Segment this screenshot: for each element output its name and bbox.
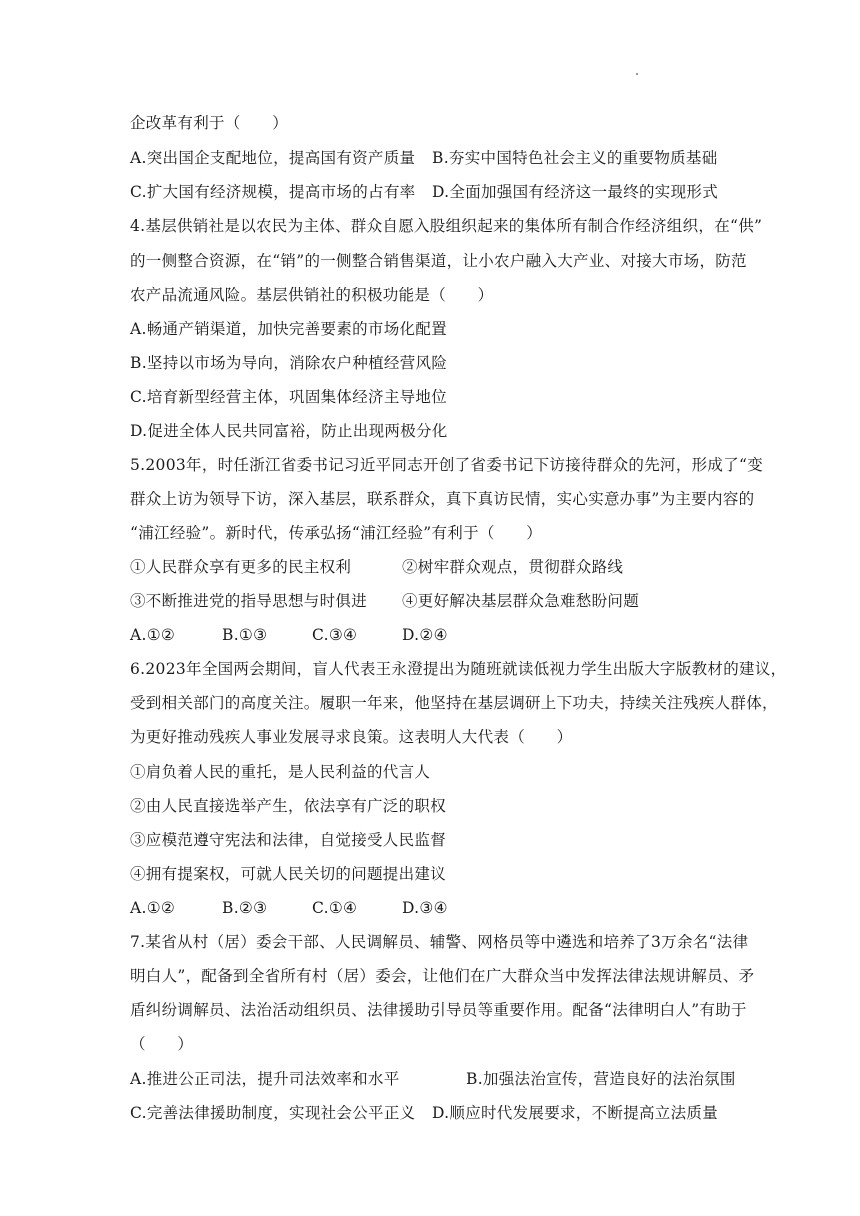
q5-option-d[interactable]: D.②④ bbox=[402, 626, 448, 644]
q7-option-a[interactable]: A.推进公正司法，提升司法效率和水平 bbox=[130, 1070, 400, 1088]
q4-stem-line-1: 4.基层供销社是以农民为主体、群众自愿入股组织起来的集体所有制合作经济组织，在“供” bbox=[130, 217, 763, 235]
q7-stem-line-1: 7.某省从村（居）委会干部、人民调解员、辅警、网格员等中遴选和培养了3万余名“法律 bbox=[130, 933, 749, 951]
q5-items-row-1 bbox=[130, 557, 624, 577]
q7-option-d[interactable]: D.顺应时代发展要求，不断提高立法质量 bbox=[432, 1104, 719, 1122]
q6-stem-line-1: 6.2023年全国两会期间，盲人代表王永澄提出为随班就读低视力学生出版大字版教材的建议， bbox=[130, 660, 787, 678]
q6-stem-line-2: 受到相关部门的高度关注。履职一年来，他坚持在基层调研上下功夫，持续关注残疾人群体， bbox=[130, 694, 778, 712]
q3-option-a[interactable]: A.突出国企支配地位，提高国有资产质量 bbox=[130, 149, 416, 167]
q4-option-c[interactable]: C.培育新型经营主体，巩固集体经济主导地位 bbox=[130, 388, 448, 406]
q7-option-c[interactable]: C.完善法律援助制度，实现社会公平正义 bbox=[130, 1104, 416, 1122]
q4-option-a[interactable]: A.畅通产销渠道，加快完善要素的市场化配置 bbox=[130, 320, 447, 338]
q6-stem-line-3: 为更好推动残疾人事业发展寻求良策。这表明人大代表（ ） bbox=[130, 728, 573, 746]
q6-item-3: ③应模范遵守宪法和法律，自觉接受人民监督 bbox=[130, 831, 447, 849]
q4-stem-line-2: 的一侧整合资源，在“销”的一侧整合销售渠道，让小农户融入大产业、对接大市场，防范 bbox=[130, 252, 747, 270]
q6-option-c[interactable]: C.①④ bbox=[312, 899, 358, 917]
q6-item-2: ②由人民直接选举产生，依法享有广泛的职权 bbox=[130, 797, 447, 815]
q4-stem-line-3: 农产品流通风险。基层供销社的积极功能是（ ） bbox=[130, 286, 494, 304]
q5-item-4: ④更好解决基层群众急难愁盼问题 bbox=[402, 592, 640, 610]
q4-option-d[interactable]: D.促进全体人民共同富裕，防止出现两极分化 bbox=[130, 422, 448, 440]
q7-stem-line-3: 盾纠纷调解员、法治活动组织员、法律援助引导员等重要作用。配备“法律明白人”有助于 bbox=[130, 1001, 747, 1019]
q7-stem-line-4: （ ） bbox=[130, 1035, 194, 1053]
q7-stem-line-2: 明白人”，配备到全省所有村（居）委会，让他们在广大群众当中发挥法律法规讲解员、矛 bbox=[130, 967, 755, 985]
q5-items-row-2 bbox=[130, 591, 640, 611]
q6-item-4: ④拥有提案权，可就人民关切的问题提出建议 bbox=[130, 865, 447, 883]
q5-options-row bbox=[130, 625, 448, 645]
q5-stem-line-2: 群众上访为领导下访，深入基层，联系群众，真下真访民情，实心实意办事”为主要内容的 bbox=[130, 490, 755, 508]
q3-option-c[interactable]: C.扩大国有经济规模，提高市场的占有率 bbox=[130, 183, 416, 201]
q6-item-1: ①肩负着人民的重托，是人民利益的代言人 bbox=[130, 763, 431, 781]
q5-item-3: ③不断推进党的指导思想与时俱进 bbox=[130, 592, 368, 610]
q3-option-d[interactable]: D.全面加强国有经济这一最终的实现形式 bbox=[432, 183, 719, 201]
q3-stem-end: 企改革有利于（ ） bbox=[130, 114, 289, 132]
q4-option-b[interactable]: B.坚持以市场为导向，消除农户种植经营风险 bbox=[130, 354, 448, 372]
q6-options-row bbox=[130, 898, 448, 918]
q6-option-d[interactable]: D.③④ bbox=[402, 899, 448, 917]
q3-option-b[interactable]: B.夯实中国特色社会主义的重要物质基础 bbox=[432, 149, 718, 167]
scan-speck bbox=[636, 73, 638, 75]
q5-stem-line-1: 5.2003年，时任浙江省委书记习近平同志开创了省委书记下访接待群众的先河，形成了“变 bbox=[130, 456, 764, 474]
q5-option-b[interactable]: B.①③ bbox=[222, 626, 268, 644]
q6-option-b[interactable]: B.②③ bbox=[222, 899, 268, 917]
q7-options-row-2 bbox=[130, 1103, 719, 1123]
q6-option-a[interactable]: A.①② bbox=[130, 899, 176, 917]
q3-options-row-2 bbox=[130, 182, 719, 202]
q7-option-b[interactable]: B.加强法治宣传，营造良好的法治氛围 bbox=[466, 1070, 736, 1088]
q5-stem-line-3: “浦江经验”。新时代，传承弘扬“浦江经验”有利于（ ） bbox=[130, 524, 543, 542]
q5-option-c[interactable]: C.③④ bbox=[312, 626, 358, 644]
q7-options-row-1 bbox=[130, 1069, 736, 1089]
q3-options-row-1 bbox=[130, 148, 718, 168]
q5-item-1: ①人民群众享有更多的民主权利 bbox=[130, 558, 352, 576]
q5-option-a[interactable]: A.①② bbox=[130, 626, 176, 644]
q5-item-2: ②树牢群众观点，贯彻群众路线 bbox=[402, 558, 624, 576]
